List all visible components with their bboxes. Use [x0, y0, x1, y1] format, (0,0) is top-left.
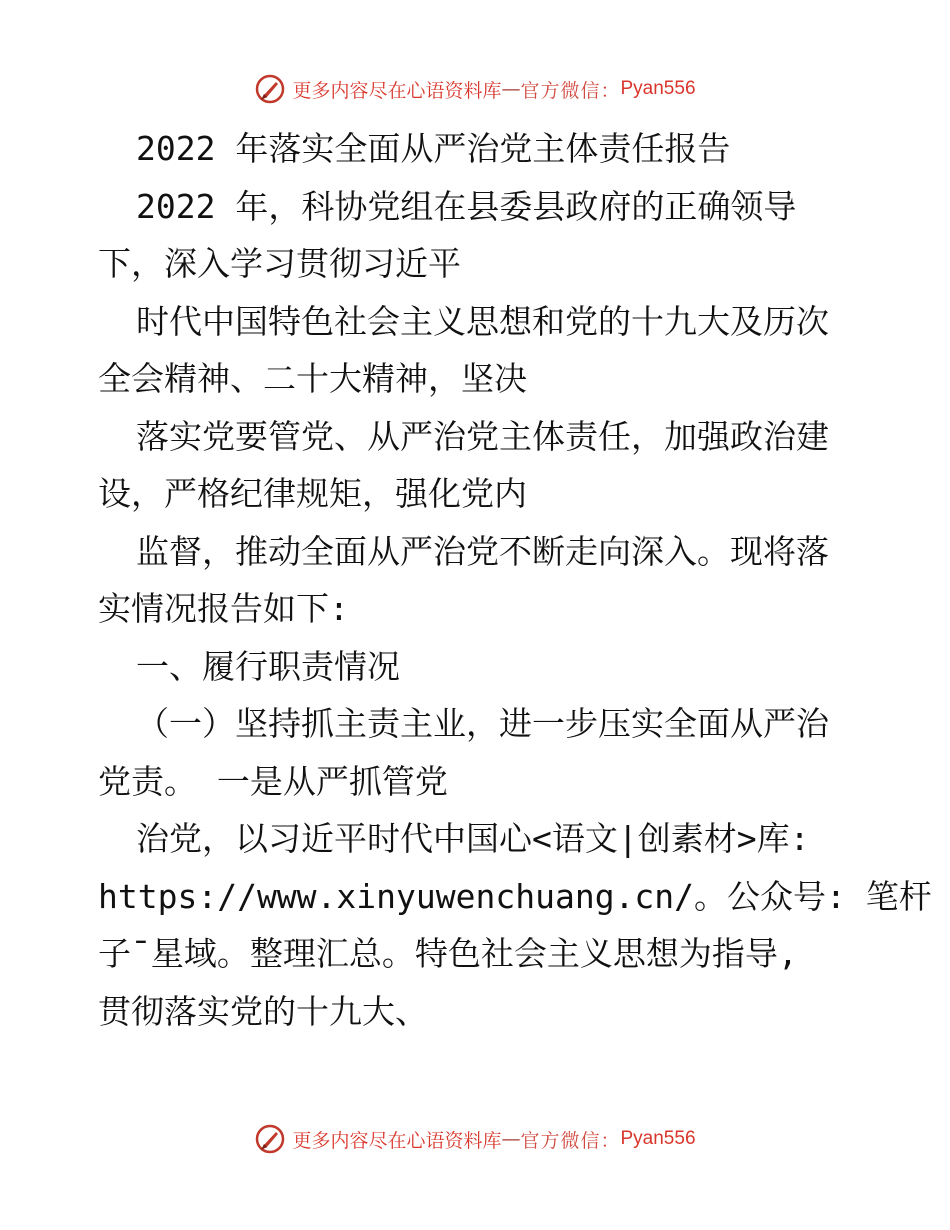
doc-line-url: https://www.xinyuwenchuang.cn/。公众号: 笔杆	[98, 876, 932, 916]
doc-line: 时代中国特色社会主义思想和党的十九大及历次	[136, 301, 829, 341]
banner-site-text: 更多内容尽在心语资料库	[292, 1129, 502, 1152]
doc-line: 监督，推动全面从严治党不断走向深入。现将落	[136, 531, 829, 571]
subsection-heading: （一）坚持抓主责主业，进一步压实全面从严治	[136, 704, 829, 743]
doc-line: 实情况报告如下:	[98, 589, 349, 628]
banner-separator: —	[501, 78, 521, 100]
banner-separator: —	[501, 1128, 521, 1150]
doc-line: 落实党要管党、从严治党主体责任，加强政治建	[136, 416, 829, 456]
doc-line: 子¯星域。整理汇总。特色社会主义思想为指导,	[98, 934, 798, 973]
feather-pen-seal-icon	[254, 73, 286, 105]
document-body	[98, 120, 932, 1040]
feather-pen-seal-icon	[254, 1123, 286, 1155]
section-heading: 一、履行职责情况	[136, 646, 400, 686]
banner-wechat-label: 官方微信：	[520, 79, 621, 102]
banner-site-text: 更多内容尽在心语资料库	[292, 79, 502, 102]
doc-line: 设，严格纪律规矩，强化党内	[98, 474, 527, 513]
footer-watermark-banner	[0, 1122, 950, 1156]
banner-wechat-id: Pyan556	[620, 78, 696, 99]
doc-line: 党责。 一是从严抓管党	[98, 761, 448, 801]
banner-wechat-label: 官方微信：	[520, 1129, 621, 1152]
header-watermark-banner	[0, 72, 950, 106]
doc-line: 下，深入学习贯彻习近平	[98, 244, 461, 283]
doc-line: 全会精神、二十大精神，坚决	[98, 359, 527, 398]
banner-wechat-id: Pyan556	[620, 1128, 696, 1149]
doc-title: 2022 年落实全面从严治党主体责任报告	[136, 129, 731, 168]
doc-line: 贯彻落实党的十九大、	[98, 991, 428, 1031]
doc-line: 2022 年，科协党组在县委县政府的正确领导	[136, 186, 797, 226]
doc-line: 治党，以习近平时代中国心<语文|创素材>库:	[136, 819, 810, 858]
